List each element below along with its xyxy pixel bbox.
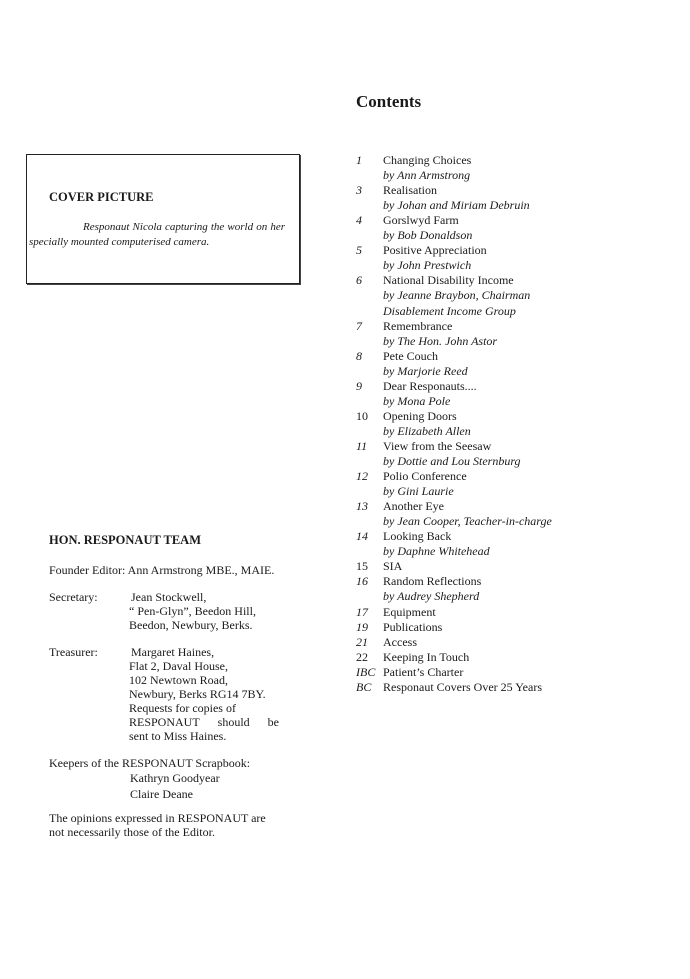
toc-entry (356, 665, 656, 680)
toc-entry (356, 153, 656, 168)
secretary-label: Secretary: (49, 590, 98, 604)
toc-entry (356, 349, 656, 364)
toc-author: by Elizabeth Allen (383, 423, 471, 438)
treasurer-label: Treasurer: (49, 645, 98, 659)
toc-author: by The Hon. John Astor (383, 333, 498, 348)
keeper-name: Claire Deane (130, 787, 193, 801)
toc-page-number: 10 (356, 408, 368, 423)
toc-entry (356, 635, 656, 650)
founder-editor: Founder Editor: Ann Armstrong MBE., MAIE. (49, 563, 275, 577)
toc-title: Random Reflections (383, 574, 482, 589)
secretary-line: Beedon, Newbury, Berks. (129, 618, 253, 632)
request-word: be (267, 715, 279, 729)
toc-entry (356, 499, 656, 514)
toc-page-number: 19 (356, 619, 368, 634)
toc-title: National Disability Income (383, 273, 514, 288)
toc-page-number: 15 (356, 559, 368, 574)
toc-page-number: 13 (356, 499, 368, 514)
request-line: Requests for copies of (129, 701, 236, 715)
toc-entry (356, 650, 656, 665)
toc-author: by Johan and Miriam Debruin (383, 198, 530, 213)
toc-page-number: 22 (356, 649, 368, 664)
opinions-note: The opinions expressed in RESPONAUT are (49, 811, 266, 825)
cover-picture-box (26, 154, 300, 284)
toc-title: Realisation (383, 183, 437, 198)
toc-page-number: 11 (356, 438, 368, 453)
toc-page-number: IBC (356, 664, 376, 679)
toc-entry (356, 605, 656, 620)
toc-page-number: 9 (356, 378, 362, 393)
toc-entry (356, 559, 656, 574)
toc-page-number: 12 (356, 469, 368, 484)
toc-title: Dear Responauts.... (383, 378, 477, 393)
toc-title: Responaut Covers Over 25 Years (383, 679, 542, 694)
toc-title: Another Eye (383, 499, 444, 514)
toc-author: by Jeanne Braybon, Chairman (383, 288, 531, 303)
toc-entry (356, 319, 656, 334)
toc-title: Looking Back (383, 529, 452, 544)
toc-author: by Ann Armstrong (383, 168, 471, 183)
toc-page-number: 14 (356, 529, 368, 544)
toc-title: Gorslwyd Farm (383, 213, 459, 228)
toc-page-number: 17 (356, 604, 368, 619)
toc-author: by Gini Laurie (383, 484, 454, 499)
toc-title: Equipment (383, 604, 436, 619)
toc-entry (356, 213, 656, 228)
toc-entry (356, 529, 656, 544)
toc-author: by Daphne Whitehead (383, 544, 490, 559)
toc-entry (356, 183, 656, 198)
toc-title: Positive Appreciation (383, 243, 487, 258)
toc-title: Remembrance (383, 318, 453, 333)
toc-author: by John Prestwich (383, 258, 472, 273)
toc-entry (356, 574, 656, 589)
toc-title: Publications (383, 619, 443, 634)
toc-title: Opening Doors (383, 408, 457, 423)
request-line: sent to Miss Haines. (129, 729, 227, 743)
toc-page-number: 4 (356, 213, 362, 228)
toc-title: Changing Choices (383, 153, 472, 167)
secretary-line: “ Pen-Glyn”, Beedon Hill, (129, 604, 256, 618)
toc-title: Patient’s Charter (383, 664, 464, 679)
cover-picture-caption: Responaut Nicola capturing the world on her specially mounted computerised camera. (29, 221, 285, 248)
toc-entry (356, 243, 656, 258)
toc-title: Polio Conference (383, 469, 467, 484)
toc-page-number: BC (356, 679, 372, 694)
toc-title: SIA (383, 559, 403, 574)
toc-entry (356, 439, 656, 454)
toc-page-number: 8 (356, 348, 362, 363)
toc-author: Disablement Income Group (383, 303, 516, 318)
keeper-name: Kathryn Goodyear (130, 771, 220, 785)
toc-author: by Marjorie Reed (383, 363, 468, 378)
toc-author: by Dottie and Lou Sternburg (383, 454, 521, 468)
toc-author: by Mona Pole (383, 393, 451, 408)
toc-page-number: 3 (356, 183, 362, 198)
toc-title: Pete Couch (383, 348, 438, 363)
toc-entry (356, 273, 656, 288)
request-word: RESPONAUT (129, 715, 200, 729)
toc-title: Keeping In Touch (383, 649, 470, 664)
contents-heading: Contents (356, 92, 422, 111)
toc-page-number: 16 (356, 574, 368, 589)
toc-page-number: 5 (356, 243, 362, 258)
treasurer-line: 102 Newtown Road, (129, 673, 228, 687)
opinions-note: not necessarily those of the Editor. (49, 825, 215, 839)
toc-entry (356, 409, 656, 424)
cover-picture-title: COVER PICTURE (49, 190, 154, 204)
treasurer-line: Flat 2, Daval House, (129, 659, 228, 673)
treasurer-line: Newbury, Berks RG14 7BY. (129, 687, 266, 701)
keepers-label: Keepers of the RESPONAUT Scrapbook: (49, 756, 251, 770)
toc-entry (356, 469, 656, 484)
toc-entry (356, 379, 656, 394)
toc-title: View from the Seesaw (383, 438, 492, 453)
toc-author: by Jean Cooper, Teacher-in-charge (383, 514, 552, 529)
toc-page-number: 1 (356, 153, 362, 167)
treasurer-line: Margaret Haines, (131, 645, 215, 659)
toc-entry (356, 680, 656, 695)
toc-author: by Audrey Shepherd (383, 589, 480, 604)
toc-author: by Bob Donaldson (383, 228, 473, 243)
toc-page-number: 6 (356, 273, 362, 288)
request-line (129, 715, 279, 729)
toc-title: Access (383, 634, 417, 649)
team-heading: HON. RESPONAUT TEAM (49, 533, 201, 547)
toc-page-number: 7 (356, 318, 362, 333)
request-word: should (217, 715, 250, 729)
toc-entry (356, 620, 656, 635)
secretary-line: Jean Stockwell, (131, 590, 207, 604)
toc-page-number: 21 (356, 634, 368, 649)
